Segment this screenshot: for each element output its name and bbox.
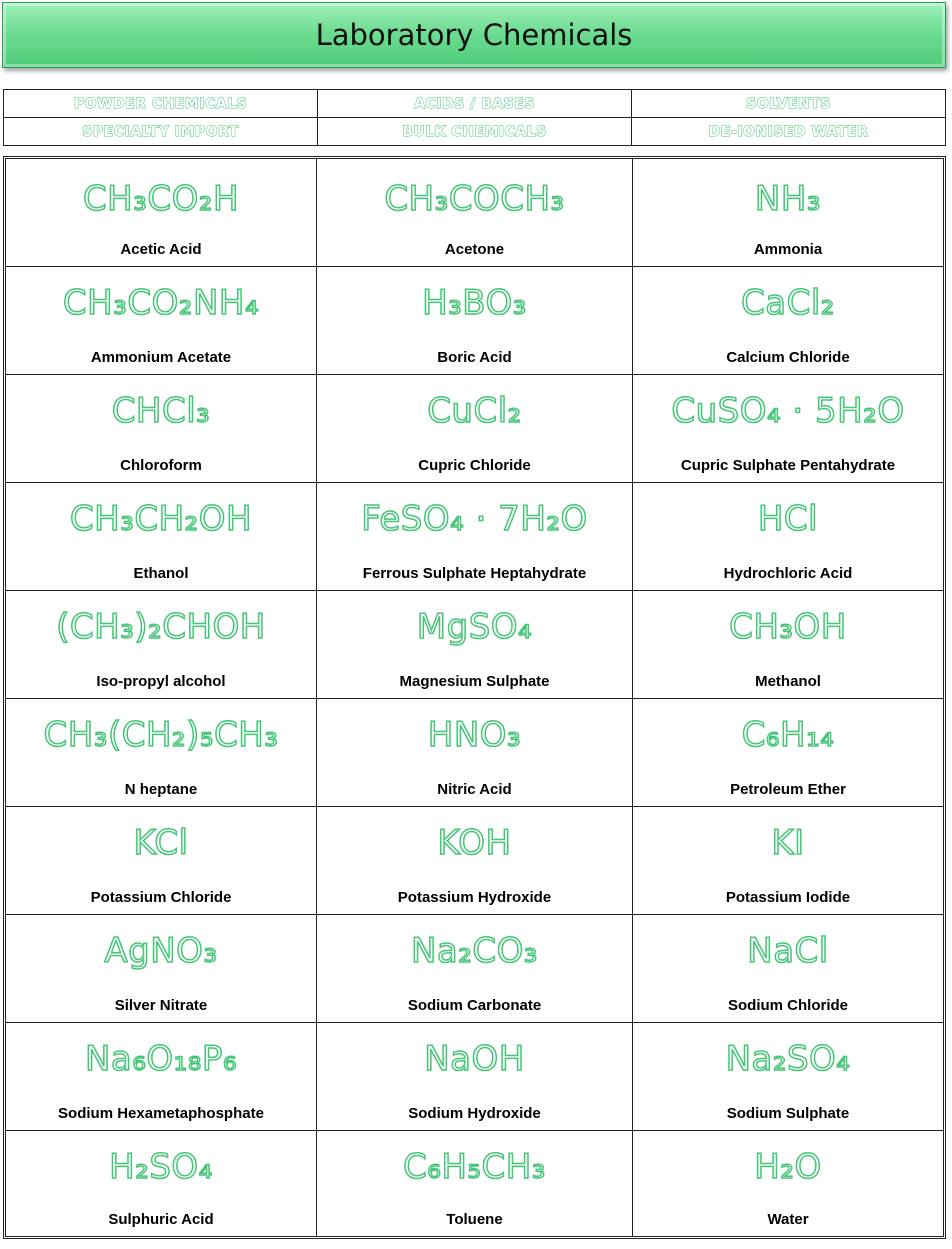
- chemical-name: Iso-propyl alcohol: [96, 673, 226, 690]
- chemical-name: Methanol: [755, 673, 821, 690]
- chemical-name: Calcium Chloride: [726, 349, 850, 366]
- chemical-formula: AgNO₃: [104, 931, 218, 971]
- category-cell: [318, 118, 632, 146]
- chemical-formula: C₆H₁₄: [741, 715, 835, 755]
- chemical-cell[interactable]: [6, 1023, 317, 1131]
- chemical-name: Silver Nitrate: [114, 997, 208, 1014]
- chemical-formula: Na₂CO₃: [410, 931, 539, 971]
- category-cell: [318, 90, 632, 118]
- chemical-formula: HCl: [757, 499, 819, 539]
- chemical-name: Ferrous Sulphate Heptahydrate: [362, 565, 587, 582]
- chemical-name: Ammonium Acetate: [90, 349, 232, 366]
- chemical-cell[interactable]: [6, 591, 317, 699]
- chemical-cell[interactable]: [633, 159, 943, 267]
- chemical-cell[interactable]: [317, 483, 633, 591]
- chemical-name: Potassium Hydroxide: [397, 889, 552, 906]
- chemical-name: Acetone: [444, 241, 505, 258]
- category-cell: [4, 118, 318, 146]
- chemical-cell[interactable]: [633, 699, 943, 807]
- category-link-powder-chemicals[interactable]: POWDER CHEMICALS: [73, 95, 248, 112]
- chemical-name: Boric Acid: [437, 349, 512, 366]
- chemical-name: Sulphuric Acid: [108, 1211, 214, 1228]
- chemical-cell[interactable]: [633, 375, 943, 483]
- category-link-acids-bases[interactable]: ACIDS / BASES: [414, 95, 535, 112]
- category-link-de-ionised-water[interactable]: DE-IONISED WATER: [708, 123, 869, 140]
- chemical-cell[interactable]: [317, 807, 633, 915]
- chemical-formula: NH₃: [754, 179, 822, 219]
- chemical-name: Acetic Acid: [120, 241, 202, 258]
- chemical-cell[interactable]: [317, 375, 633, 483]
- chemical-grid: [3, 156, 946, 1239]
- chemical-name: Sodium Sulphate: [726, 1105, 850, 1122]
- category-cell: [4, 90, 318, 118]
- category-link-bulk-chemicals[interactable]: BULK CHEMICALS: [402, 123, 547, 140]
- chemical-cell[interactable]: [6, 159, 317, 267]
- chemical-cell[interactable]: [633, 267, 943, 375]
- chemical-formula: CuSO₄ · 5H₂O: [671, 391, 905, 431]
- chemical-name: Magnesium Sulphate: [399, 673, 550, 690]
- chemical-formula: CHCl₃: [111, 391, 211, 431]
- chemical-cell[interactable]: [6, 267, 317, 375]
- category-cell: [632, 90, 946, 118]
- chemical-name: Cupric Chloride: [418, 457, 531, 474]
- chemical-cell[interactable]: [317, 1131, 633, 1236]
- chemical-formula: (CH₃)₂CHOH: [56, 607, 266, 647]
- chemical-formula: H₃BO₃: [422, 283, 527, 323]
- chemical-cell[interactable]: [633, 915, 943, 1023]
- chemical-cell[interactable]: [633, 1023, 943, 1131]
- chemical-formula: C₆H₅CH₃: [402, 1147, 546, 1187]
- chemical-cell[interactable]: [6, 1131, 317, 1236]
- chemical-formula: MgSO₄: [416, 607, 533, 647]
- chemical-formula: CH₃COCH₃: [384, 179, 565, 219]
- chemical-cell[interactable]: [633, 591, 943, 699]
- category-link-solvents[interactable]: SOLVENTS: [746, 95, 831, 112]
- chemical-formula: NaCl: [747, 931, 829, 971]
- chemical-name: Ammonia: [753, 241, 823, 258]
- chemical-formula: KI: [771, 823, 805, 863]
- category-cell: [632, 118, 946, 146]
- chemical-formula: CuCl₂: [427, 391, 522, 431]
- chemical-name: Petroleum Ether: [730, 781, 846, 798]
- chemical-cell[interactable]: [6, 375, 317, 483]
- chemical-cell[interactable]: [633, 807, 943, 915]
- chemical-name: N heptane: [124, 781, 198, 798]
- chemical-cell[interactable]: [317, 591, 633, 699]
- chemical-name: Sodium Hydroxide: [408, 1105, 541, 1122]
- chemical-name: Sodium Carbonate: [407, 997, 542, 1014]
- chemical-name: Toluene: [446, 1211, 503, 1228]
- chemical-name: Potassium Chloride: [90, 889, 232, 906]
- chemical-name: Ethanol: [133, 565, 189, 582]
- chemical-formula: Na₂SO₄: [725, 1039, 851, 1079]
- chemical-formula: NaOH: [424, 1039, 525, 1079]
- chemical-cell[interactable]: [6, 483, 317, 591]
- chemical-cell[interactable]: [317, 267, 633, 375]
- chemical-cell[interactable]: [317, 1023, 633, 1131]
- chemical-formula: Na₆O₁₈P₆: [84, 1039, 238, 1079]
- chemical-name: Hydrochloric Acid: [723, 565, 853, 582]
- chemical-name: Cupric Sulphate Pentahydrate: [680, 457, 896, 474]
- chemical-name: Sodium Chloride: [728, 997, 848, 1014]
- chemical-name: Potassium Iodide: [725, 889, 851, 906]
- title-banner: [2, 2, 946, 68]
- chemical-cell[interactable]: [6, 807, 317, 915]
- page-title: Laboratory Chemicals: [315, 18, 633, 52]
- chemical-formula: CH₃CO₂H: [82, 179, 240, 219]
- chemical-formula: H₂O: [754, 1147, 822, 1187]
- chemical-cell[interactable]: [633, 483, 943, 591]
- chemical-name: Water: [767, 1211, 809, 1228]
- chemical-cell[interactable]: [6, 699, 317, 807]
- chemical-cell[interactable]: [317, 699, 633, 807]
- chemical-formula: CaCl₂: [741, 283, 835, 323]
- category-nav: [3, 89, 946, 146]
- chemical-cell[interactable]: [633, 1131, 943, 1236]
- chemical-cell[interactable]: [6, 915, 317, 1023]
- category-link-specialty-import[interactable]: SPECIALTY IMPORT: [82, 123, 239, 140]
- chemical-name: Nitric Acid: [437, 781, 512, 798]
- chemical-cell[interactable]: [317, 159, 633, 267]
- chemical-formula: KCl: [133, 823, 189, 863]
- chemical-cell[interactable]: [317, 915, 633, 1023]
- chemical-formula: CH₃CO₂NH₄: [62, 283, 260, 323]
- chemical-formula: HNO₃: [427, 715, 522, 755]
- chemical-formula: CH₃OH: [729, 607, 847, 647]
- chemical-formula: KOH: [437, 823, 512, 863]
- chemical-formula: CH₃CH₂OH: [69, 499, 253, 539]
- chemical-name: Chloroform: [120, 457, 202, 474]
- chemical-formula: CH₃(CH₂)₅CH₃: [43, 715, 279, 755]
- chemical-name: Sodium Hexametaphosphate: [58, 1105, 264, 1122]
- chemical-formula: H₂SO₄: [109, 1147, 213, 1187]
- chemical-formula: FeSO₄ · 7H₂O: [361, 499, 588, 539]
